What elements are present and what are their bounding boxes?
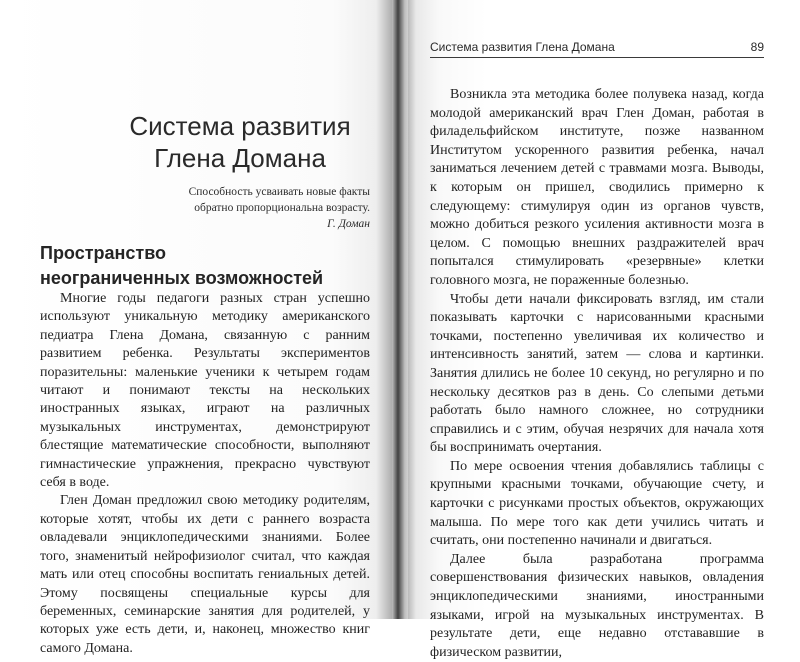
book-gutter [376,0,416,619]
paragraph: Возникла эта методика более полувека назад, когда молодой американский врач Глен Доман, работая в филадельфийском институте, позже названном Институтом ускоренного развития ребенка, начал заниматься лечением детей с травмами мозга. Выводы, к которым он пришел, сводились примерно к следующему: стимулируя один из органов чувств, можно добиться резкого усиления активности мозга в целом. С помощью внешних раздражителей врач попытался стимулировать «резервные» клетки головного мозга, не пораженные болезнью. [430,87,764,288]
epigraph [150,184,370,232]
epigraph-line-1: Способность усваивать новые факты [188,186,370,198]
chapter-title-line-2: Глена Домана [154,143,326,173]
left-page-body [40,290,370,658]
running-header [430,40,764,58]
section-title [40,241,370,291]
chapter-title-line-1: Система развития [129,111,351,141]
epigraph-author: Г. Доман [327,218,370,230]
paragraph: По мере освоения чтения добавлялись таблицы с крупными красными точками, обучающие счету, и карточки с рисунками простых объектов, окружающих малыша. По мере того как дети учились читать и считать, они постепенно начинали и двигаться. [430,458,764,549]
chapter-title [60,110,420,174]
paragraph: Чтобы дети начали фиксировать взгляд, им стали показывать карточки с нарисованными красными точками, постепенно увеличивая их количество и интенсивность занятий, затем — слова и картинки. Занятия длились не более 10 секунд, но регулярно и по нескольку десятков раз в день. Со слепыми детьми работать было намного сложнее, но сотрудники справились и с этим, обучая незрячих для начала хотя бы воспринимать очертания. [430,291,764,456]
right-page-body [430,86,764,662]
paragraph: Далее была разработана программа совершенствования физических навыков, овладения энциклопедическими знаниями, иностранными языками, игрой на музыкальных инструментах. В результате дети, еще недавно отстававшие в физическом развитии, [430,551,764,660]
running-header-title: Система развития Глена Домана [430,40,615,54]
page-number: 89 [750,40,764,54]
paragraph: Глен Доман предложил свою методику родителям, которые хотят, чтобы их дети с раннего возраста овладевали энциклопедическими знаниями. Более того, знаменитый нейрофизиолог считал, что каждая мать или отец способны воспитать гениальных детей. Этому посвящены специальные курсы для беременных, семинарские занятия для родителей, у которых уже есть дети, и, наконец, множество книг самого Домана. [40,493,370,656]
epigraph-line-2: обратно пропорциональна возрасту. [194,202,370,214]
paragraph: Многие годы педагоги разных стран успешно используют уникальную методику американского педиатра Глена Домана, связанную с ранним развитием ребенка. Результаты экспериментов поразительны: маленькие ученики к четырем годам читают и понимают тексты на нескольких иностранных языках, играют на различных музыкальных инструментах, демонстрируют блестящие математические способности, выполняют гимнастические упражнения, прекрасно чувствуют себя в воде. [40,291,370,491]
section-title-line-1: Пространство [40,243,167,263]
section-title-line-2: неограниченных возможностей [40,268,324,288]
